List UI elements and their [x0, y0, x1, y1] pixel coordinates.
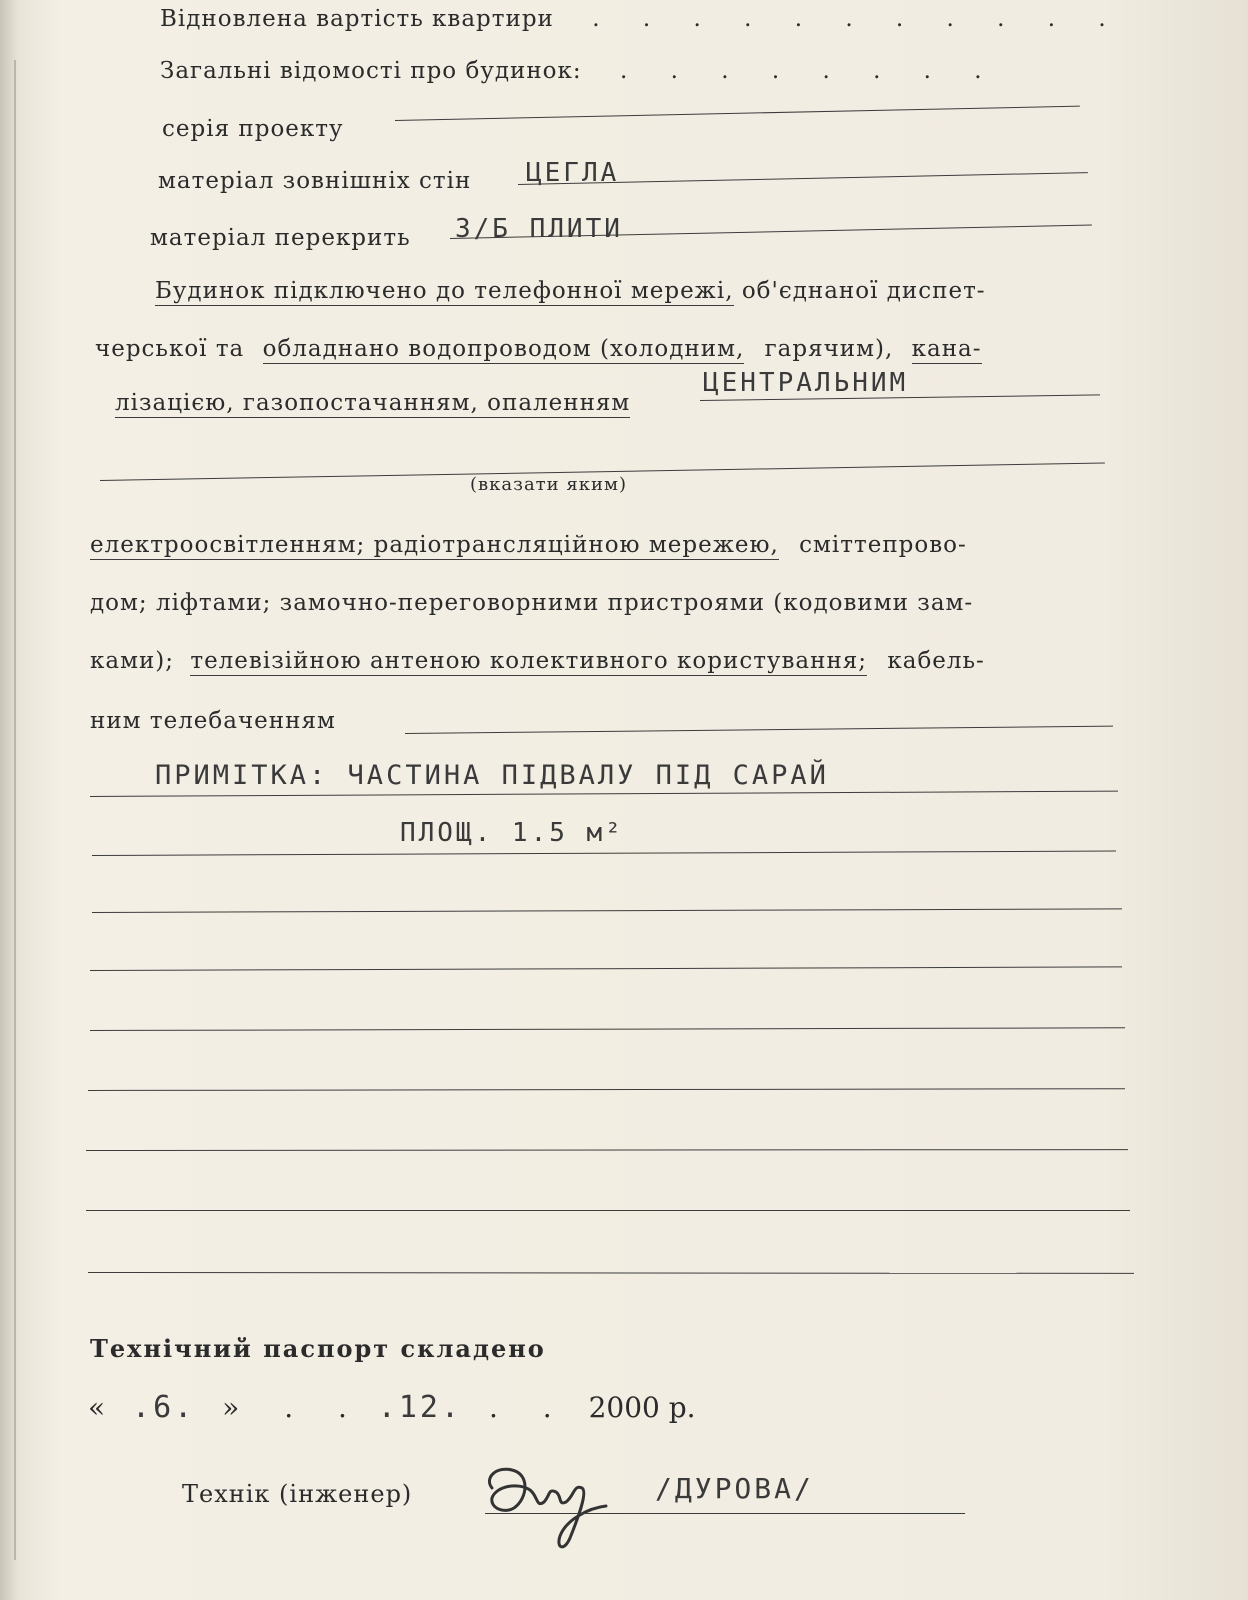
date-open-quote: «: [88, 1391, 106, 1424]
connections-line-3: [115, 390, 630, 416]
blank-line-6: [88, 1088, 1125, 1091]
renewed-cost-text: Відновлена вартість квартири: [160, 6, 554, 32]
page-fold-edge: [14, 60, 16, 1560]
date-dots-2: . .: [488, 1391, 570, 1424]
connections-line-7: ним телебаченням: [90, 708, 336, 734]
date-month: .12.: [377, 1390, 463, 1425]
garbage-chute-text: сміттепрово-: [799, 532, 967, 558]
technician-name: /ДУРОВА/: [655, 1472, 814, 1505]
general-info-dots: . . . . . . . .: [619, 58, 1000, 84]
date-dots-1: . .: [284, 1391, 365, 1424]
blank-line-4: [90, 966, 1122, 971]
blank-line-7: [86, 1149, 1128, 1151]
note-line-1: ПРИМІТКА: ЧАСТИНА ПІДВАЛУ ПІД САРАЙ: [155, 760, 829, 791]
blank-line-1: [90, 791, 1118, 797]
blank-line-2: [92, 851, 1116, 856]
date-close-quote: »: [222, 1391, 240, 1424]
water-supply-underlined: обладнано водопроводом (холодним,: [262, 336, 745, 362]
floors-material-value: З/Б ПЛИТИ: [455, 214, 623, 244]
project-series-label: серія проекту: [162, 116, 344, 142]
hot-water-text: гарячим),: [764, 336, 894, 362]
telephone-network-underlined: Будинок підключено до телефонної мережі,: [155, 278, 734, 304]
renewed-cost-label: [160, 6, 1124, 32]
compiled-date: [88, 1390, 696, 1425]
connections-line-2: [95, 336, 982, 362]
walls-material-value: ЦЕГЛА: [526, 158, 620, 188]
technician-signature: [478, 1448, 618, 1558]
heating-type-value: ЦЕНТРАЛЬНИМ: [703, 368, 909, 398]
project-series-field-line: [395, 106, 1080, 121]
connections-line-4: [90, 532, 967, 558]
connections-line-1: [155, 278, 986, 304]
general-info-text: Загальні відомості про будинок:: [160, 58, 582, 84]
note-line-2: ПЛОЩ. 1.5 м²: [400, 818, 624, 848]
technician-label: Технік (інженер): [182, 1480, 413, 1508]
date-year: 2000 р.: [588, 1391, 696, 1424]
locks-end-text: ками);: [90, 648, 175, 674]
cable-tv-field-line: [405, 726, 1113, 734]
blank-line-3: [92, 908, 1122, 913]
floors-material-label: матеріал перекрить: [150, 225, 411, 251]
connections-line-5: дом; ліфтами; замочно-переговорними пристроями (кодовими зам-: [90, 590, 974, 616]
cable-text: кабель-: [887, 648, 985, 674]
electricity-radio-underlined: електроосвітленням; радіотрансляційною мережею,: [90, 532, 779, 558]
blank-line-8: [86, 1210, 1130, 1211]
tv-antenna-underlined: телевізійною антеною колективного користування;: [190, 648, 868, 674]
connections-line-6: [90, 648, 985, 674]
technician-signature-line: [485, 1513, 965, 1514]
renewed-cost-dots: . . . . . . . . . . .: [592, 6, 1124, 32]
walls-material-label: матеріал зовнішніх стін: [158, 168, 472, 194]
specify-hint: (вказати яким): [470, 474, 627, 495]
general-info-label: [160, 58, 1000, 84]
heating-underlined: лізацією, газопостачанням, опаленням: [115, 390, 631, 416]
date-day: .6.: [132, 1390, 196, 1425]
blank-line-5: [90, 1027, 1125, 1031]
sewerage-underlined: кана-: [911, 336, 982, 362]
dispatch-text: об'єднаної диспет-: [741, 278, 986, 304]
passport-compiled-label: Технічний паспорт складено: [90, 1334, 546, 1363]
blank-line-9: [88, 1272, 1134, 1274]
dispatch-continued-text: черської та: [95, 336, 245, 362]
